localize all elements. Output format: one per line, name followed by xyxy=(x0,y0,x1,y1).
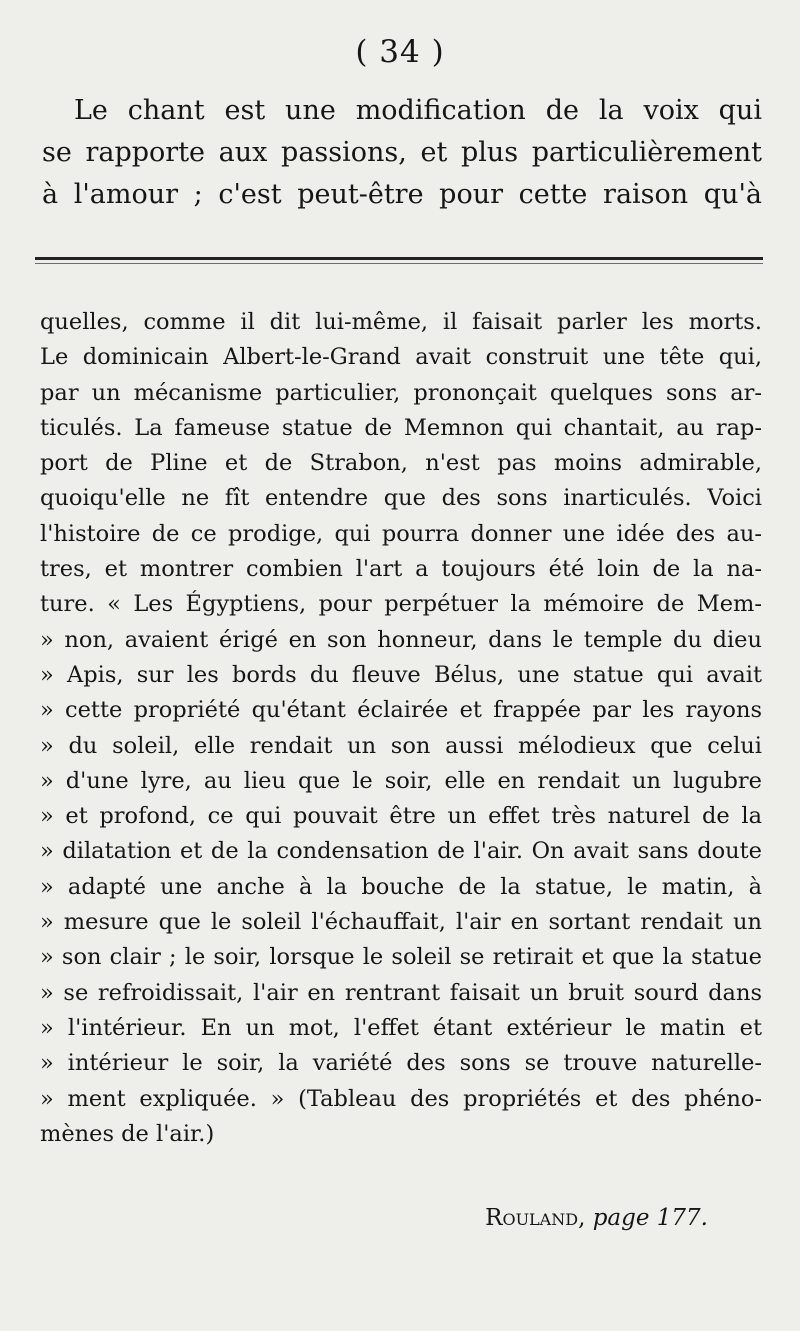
text-line: » intérieur le soir, la variété des sons se trouve naturelle- xyxy=(40,1050,762,1077)
text-line: ture. « Les Égyptiens, pour perpétuer la mémoire de Mem- xyxy=(40,591,762,618)
citation-author: Rouland xyxy=(485,1205,579,1231)
text-line: » non, avaient érigé en son honneur, dans le temple du dieu xyxy=(40,626,762,653)
text-line: l'histoire de ce prodige, qui pourra donner une idée des au- xyxy=(40,520,762,547)
text-line: » dilatation et de la condensation de l'air. On avait sans doute xyxy=(40,838,762,865)
text-line: » Apis, sur les bords du fleuve Bélus, une statue qui avait xyxy=(40,661,762,688)
footnote-text xyxy=(40,305,762,1152)
text-line: quoiqu'elle ne fît entendre que des sons inarticulés. Voici xyxy=(40,485,762,512)
text-line: tres, et montrer combien l'art a toujours été loin de la na- xyxy=(40,556,762,583)
text-line: mènes de l'air.) xyxy=(40,1120,215,1147)
page-number: ( 34 ) xyxy=(355,34,445,70)
intro-paragraph xyxy=(42,90,762,216)
citation-separator: , xyxy=(578,1205,593,1231)
text-line: » d'une lyre, au lieu que le soir, elle en rendait un lugubre xyxy=(40,767,762,794)
intro-line: Le chant est une modification de la voix qui xyxy=(74,95,762,126)
text-line: » du soleil, elle rendait un son aussi mélodieux que celui xyxy=(40,732,762,759)
text-line: » cette propriété qu'étant éclairée et frappée par les rayons xyxy=(40,697,762,724)
text-line: » l'intérieur. En un mot, l'effet étant extérieur le matin et xyxy=(40,1014,762,1041)
text-line: ticulés. La fameuse statue de Memnon qui chantait, au rap- xyxy=(40,414,762,441)
text-line: » ment expliquée. » (Tableau des propriétés et des phéno- xyxy=(40,1085,762,1112)
footnote-divider xyxy=(35,257,763,260)
footnote-divider-shadow xyxy=(35,263,763,264)
text-line: » et profond, ce qui pouvait être un effet très naturel de la xyxy=(40,803,762,830)
text-line: port de Pline et de Strabon, n'est pas moins admirable, xyxy=(40,450,762,477)
text-line: » se refroidissait, l'air en rentrant faisait un bruit sourd dans xyxy=(40,979,762,1006)
text-line: par un mécanisme particulier, prononçait quelques sons ar- xyxy=(40,379,762,406)
text-line: » mesure que le soleil l'échauffait, l'air en sortant rendait un xyxy=(40,909,762,936)
text-line: Le dominicain Albert-le-Grand avait construit une tête qui, xyxy=(40,344,762,371)
intro-line: à l'amour ; c'est peut-être pour cette raison qu'à xyxy=(42,179,762,210)
citation-page: page 177. xyxy=(592,1205,708,1231)
intro-line: se rapporte aux passions, et plus particulièrement xyxy=(42,137,762,168)
citation xyxy=(485,1202,708,1234)
text-line: » adapté une anche à la bouche de la statue, le matin, à xyxy=(40,873,762,900)
text-line: quelles, comme il dit lui-même, il faisait parler les morts. xyxy=(40,309,762,335)
text-line: » son clair ; le soir, lorsque le soleil se retirait et que la statue xyxy=(40,944,762,971)
